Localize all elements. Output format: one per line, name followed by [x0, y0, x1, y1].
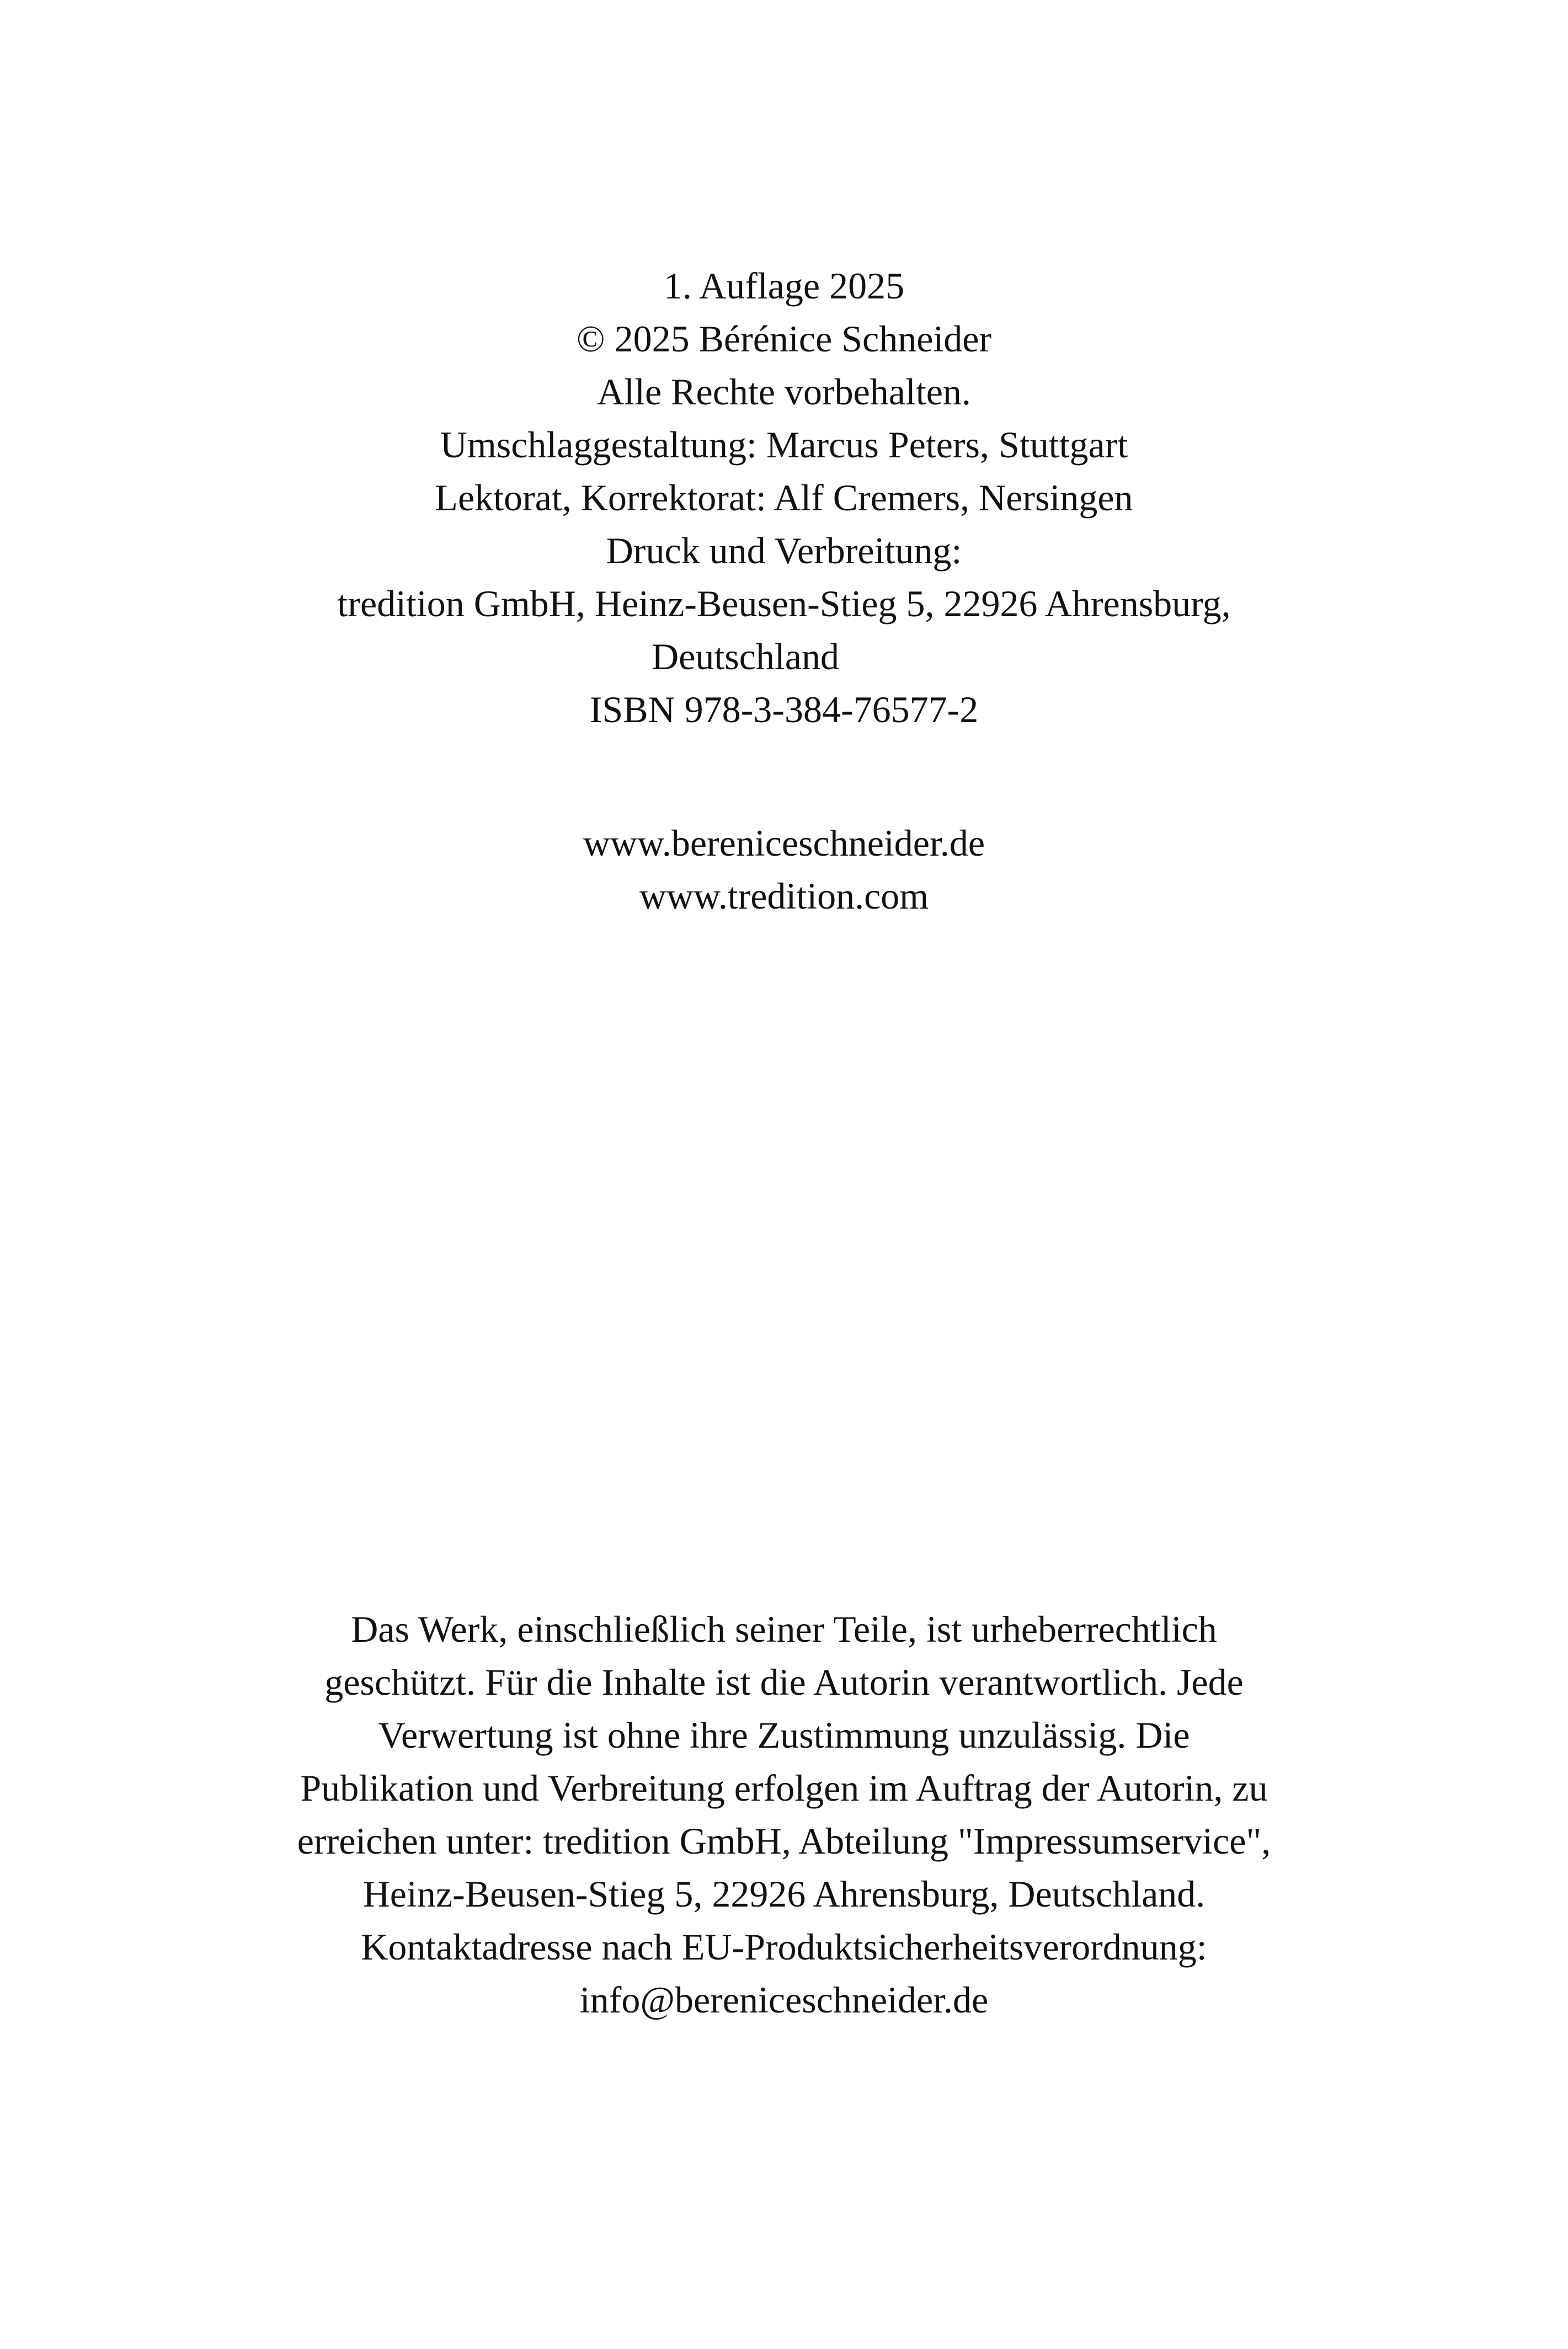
copyright-line: © 2025 Bérénice Schneider — [576, 318, 992, 360]
legal-notice-line: Das Werk, einschließlich seiner Teile, ist urheberrechtlich — [351, 1608, 1217, 1650]
legal-notice-line: erreichen unter: tredition GmbH, Abteilung "Impressumservice", — [297, 1820, 1271, 1862]
legal-notice-line: Heinz-Beusen-Stieg 5, 22926 Ahrensburg, Deutschland. — [362, 1873, 1206, 1915]
legal-notice-block — [0, 1603, 1568, 2026]
legal-notice-line: Kontaktadresse nach EU-Produktsicherheitsverordnung: — [361, 1926, 1207, 1968]
legal-notice-line: geschützt. Für die Inhalte ist die Autorin verantwortlich. Jede — [324, 1661, 1244, 1703]
websites-block — [0, 816, 1568, 922]
rights-line: Alle Rechte vorbehalten. — [597, 371, 971, 413]
cover-design-line: Umschlaggestaltung: Marcus Peters, Stuttgart — [440, 424, 1128, 466]
publisher-website-link[interactable]: www.tredition.com — [639, 875, 929, 917]
edition-line: 1. Auflage 2025 — [663, 265, 905, 307]
contact-email-link[interactable]: info@bereniceschneider.de — [579, 1979, 989, 2021]
isbn-line: ISBN 978-3-384-76577-2 — [589, 688, 979, 730]
editing-line: Lektorat, Korrektorat: Alf Cremers, Nersingen — [435, 477, 1133, 519]
author-website-link[interactable]: www.bereniceschneider.de — [583, 822, 985, 864]
print-heading-line: Druck und Verbreitung: — [606, 530, 962, 572]
publisher-country-line: Deutschland — [652, 636, 839, 677]
legal-notice-line: Verwertung ist ohne ihre Zustimmung unzulässig. Die — [378, 1714, 1190, 1756]
legal-notice-line: Publikation und Verbreitung erfolgen im Auftrag der Autorin, zu — [300, 1767, 1268, 1809]
imprint-block — [0, 259, 1568, 736]
publisher-line: tredition GmbH, Heinz-Beusen-Stieg 5, 22926 Ahrensburg, — [337, 583, 1231, 624]
